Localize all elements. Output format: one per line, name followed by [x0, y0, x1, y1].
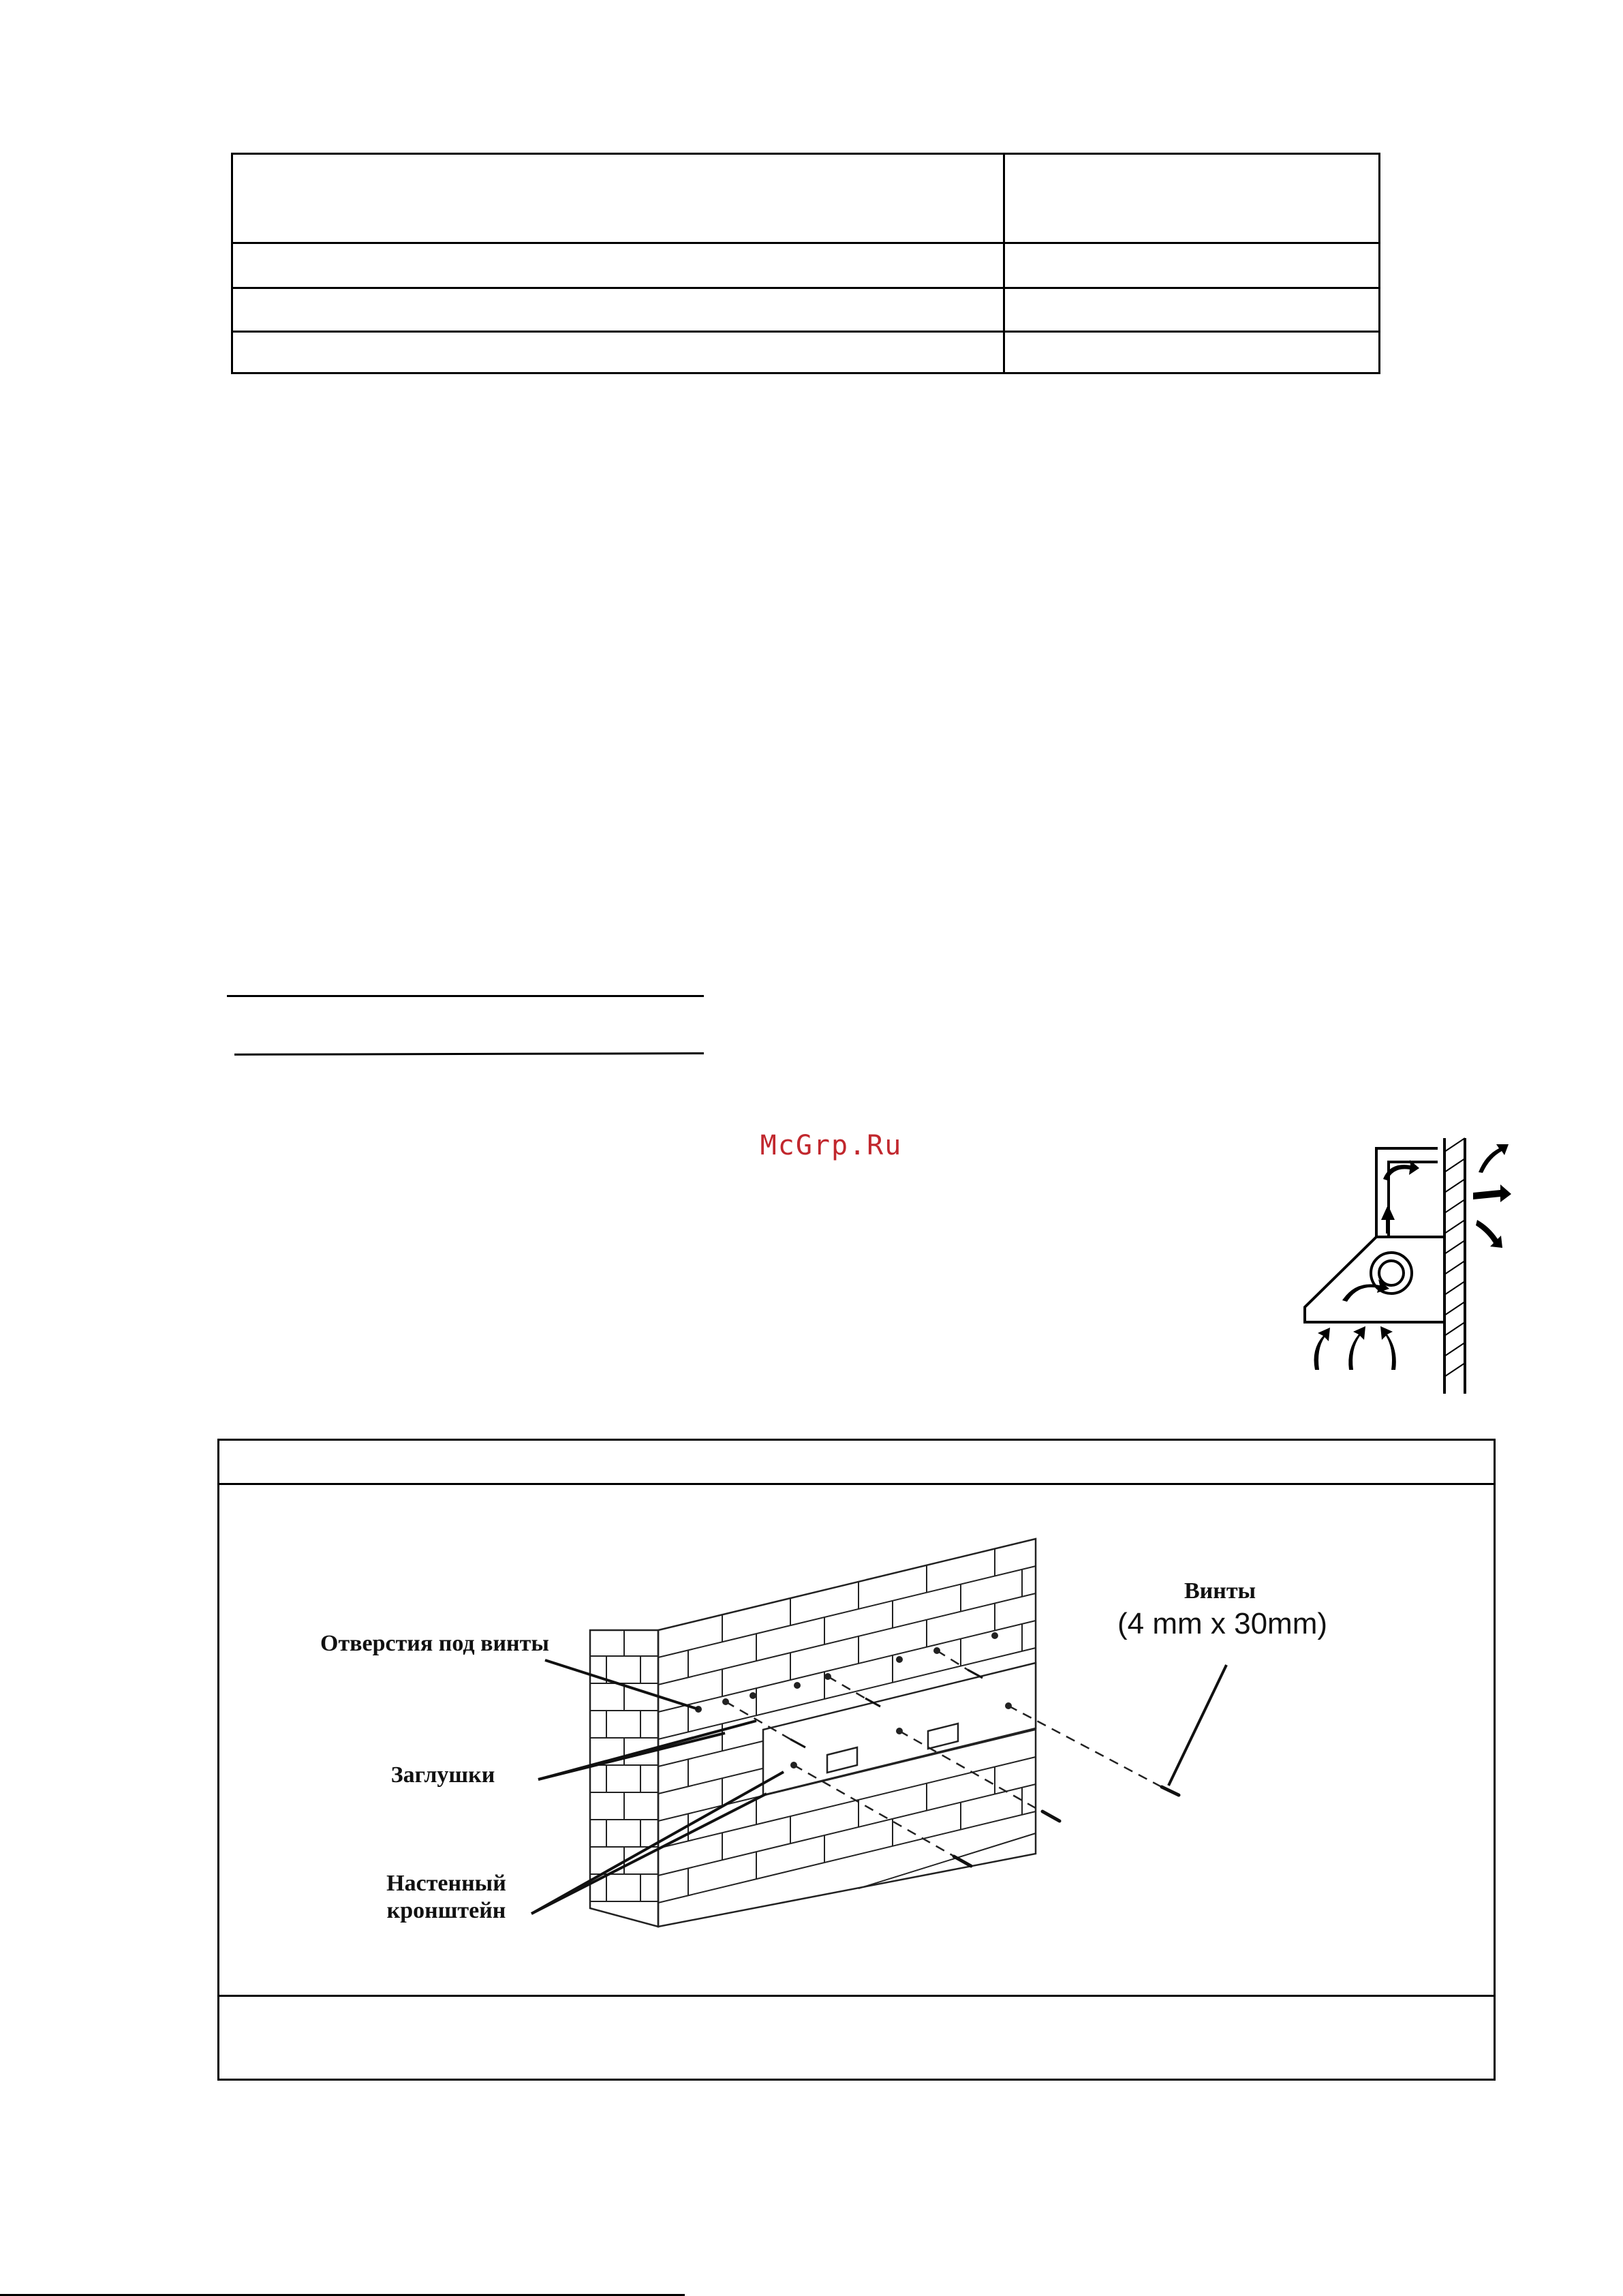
label-screw-holes: Отверстия под винты: [320, 1631, 549, 1656]
label-screws: Винты: [1184, 1578, 1256, 1604]
label-plugs: Заглушки: [390, 1762, 495, 1788]
watermark: McGrp.Ru: [760, 1130, 903, 1161]
label-screw-size: (4 mm x 30mm): [1117, 1607, 1327, 1640]
label-wall-bracket: Настенный кронштейн: [386, 1871, 506, 1923]
